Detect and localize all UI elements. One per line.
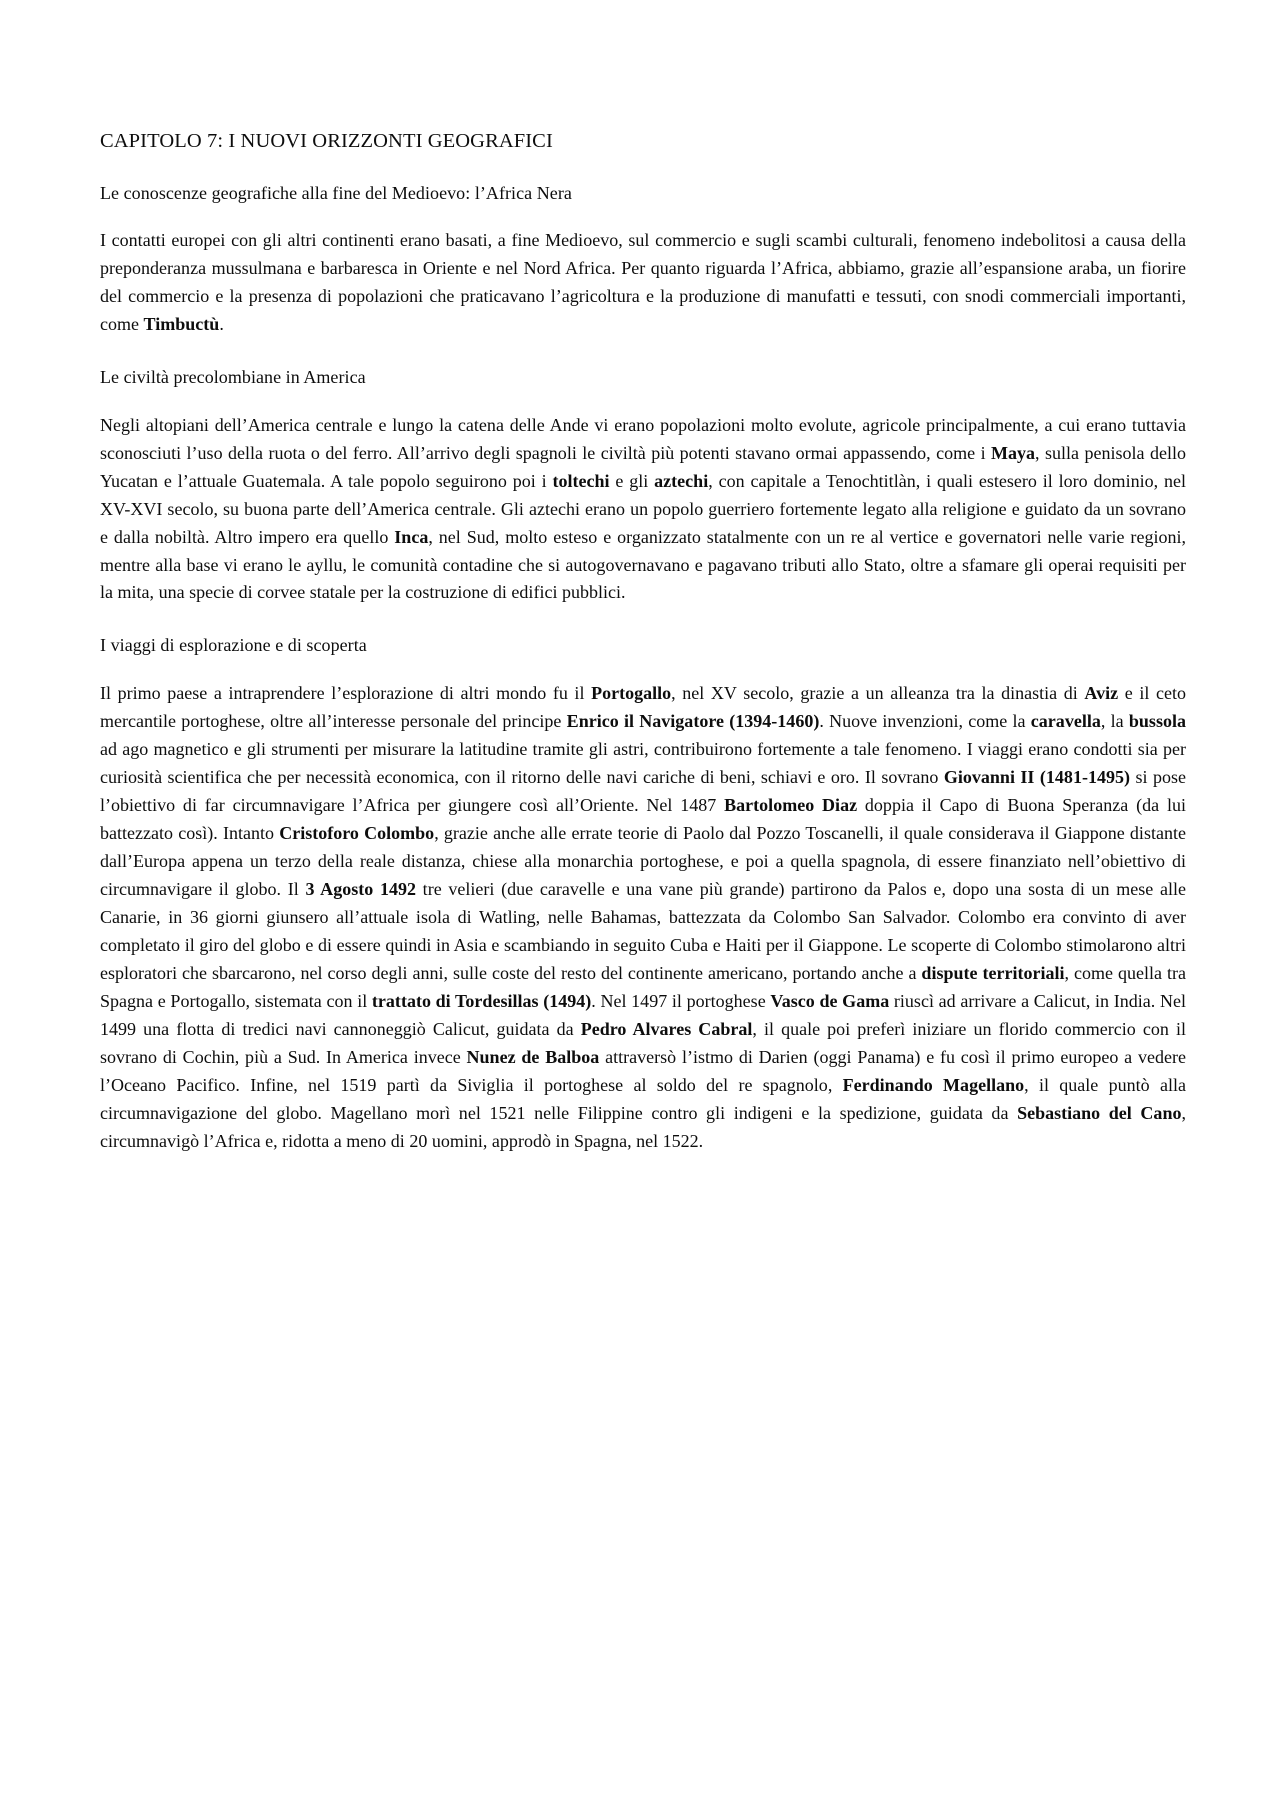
text-run: . Nel 1497 il portoghese	[591, 990, 771, 1011]
text-run: Negli altopiani dell’America centrale e lungo la catena delle Ande vi erano popolazioni molto evolute, agricole principalmente, a cui erano tuttavia sconosciuti l’uso della ruota o del ferro. All’arrivo degli spagnoli le civiltà più potenti stavano ormai appassendo, come i	[100, 414, 1186, 463]
emphasis-term: Pedro Alvares Cabral	[580, 1018, 753, 1039]
emphasis-term: trattato di Tordesillas (1494)	[371, 990, 592, 1011]
text-run: ad ago magnetico e gli strumenti per misurare la latitudine tramite gli astri, contribuirono fortemente a tale fenomeno. I viaggi erano condotti sia per curiosità scientifica che per necessità economica, con il ritorno delle navi cariche di beni, schiavi e oro. Il sovrano	[100, 738, 1186, 787]
emphasis-term: Cristoforo Colombo	[279, 822, 435, 843]
emphasis-term: Maya	[991, 442, 1036, 463]
emphasis-term: Giovanni II (1481-1495)	[943, 766, 1130, 787]
text-run: riuscì ad arrivare a Calicut, in India. Nel 1499 una flotta di tredici navi cannoneggiò Calicut, guidata da	[100, 990, 1186, 1039]
text-run: I contatti europei con gli altri continenti erano basati, a fine Medioevo, sul commercio e sugli scambi culturali, fenomeno indebolitosi a causa della preponderanza mussulmana e barbaresca in Oriente e nel Nord Africa. Per quanto riguarda l’Africa, abbiamo, grazie all’espansione araba, un fiorire del commercio e la presenza di popolazioni che praticavano l’agricoltura e la produzione di manufatti e tessuti, con snodi commerciali importanti, come	[100, 230, 1186, 335]
text-run: e gli	[609, 470, 655, 491]
text-run: , grazie anche alle errate teorie di Paolo dal Pozzo Toscanelli, il quale considerava il Giappone distante dall’Europa appena un terzo della reale distanza, chiese alla monarchia portoghese, e poi a quella spagnola, di essere finanziato nell’obiettivo di circumnavigare il globo. Il	[100, 822, 1186, 899]
text-run: , con capitale a Tenochtitlàn, i quali estesero il loro dominio, nel XV-XVI secolo, su buona parte dell’America centrale. Gli aztechi erano un popolo guerriero fortemente legato alla religione e guidato da un sovrano e dalla nobiltà. Altro impero era quello	[100, 470, 1186, 547]
text-run: si pose l’obiettivo di far circumnavigare l’Africa per giungere così all’Oriente. Nel 1487	[100, 766, 1186, 815]
section-heading-3: I viaggi di esplorazione e di scoperta	[100, 635, 367, 656]
emphasis-term: Aviz	[1084, 682, 1119, 703]
section-paragraph-2	[100, 412, 1186, 608]
section-paragraph-1	[100, 227, 1186, 339]
section-heading-1: Le conoscenze geografiche alla fine del Medioevo: l’Africa Nera	[100, 183, 572, 204]
text-run: , il quale poi preferì iniziare un florido commercio con il sovrano di Cochin, più a Sud. In America invece	[100, 1018, 1187, 1067]
emphasis-term: dispute territoriali	[921, 962, 1065, 983]
text-run: , nel Sud, molto esteso e organizzato statalmente con un re al vertice e governatori nelle varie regioni, mentre alla base vi erano le ayllu, le comunità contadine che si autogovernavano e pagavano tributi allo Stato, oltre a sfamare gli operai requisiti per la mita, una specie di corvee statale per la costruzione di edifici pubblici.	[100, 526, 1186, 603]
section-heading-2: Le civiltà precolombiane in America	[100, 367, 366, 388]
emphasis-term: Ferdinando Magellano	[842, 1074, 1025, 1095]
emphasis-term: Nunez de Balboa	[466, 1046, 600, 1067]
text-run: Il primo paese a intraprendere l’esplorazione di altri mondo fu il	[100, 682, 592, 703]
text-run: .	[219, 314, 224, 335]
emphasis-term: Enrico il Navigatore (1394-1460)	[566, 710, 820, 731]
emphasis-term: Vasco de Gama	[770, 990, 890, 1011]
emphasis-term: Bartolomeo Diaz	[724, 794, 858, 815]
emphasis-term: aztechi	[654, 470, 709, 491]
text-run: , circumnavigò l’Africa e, ridotta a meno di 20 uomini, approdò in Spagna, nel 1522.	[100, 1102, 1186, 1151]
text-run: , il quale puntò alla circumnavigazione del globo. Magellano morì nel 1521 nelle Filippine contro gli indigeni e la spedizione, guidata da	[100, 1074, 1186, 1123]
emphasis-term: Timbuctù	[143, 314, 220, 335]
text-run: , la	[1100, 710, 1129, 731]
emphasis-term: caravella	[1030, 710, 1101, 731]
text-run: . Nuove invenzioni, come la	[819, 710, 1031, 731]
text-run: tre velieri (due caravelle e una vane più grande) partirono da Palos e, dopo una sosta di un mese alle Canarie, in 36 giorni giunsero all’attuale isola di Watling, nelle Bahamas, battezzata da Colombo San Salvador. Colombo era convinto di aver completato il giro del globo e di essere quindi in Asia e scambiando in seguito Cuba e Haiti per il Giappone. Le scoperte di Colombo stimolarono altri esploratori che sbarcarono, nel corso degli anni, sulle coste del resto del continente americano, portando anche a	[100, 878, 1186, 983]
emphasis-term: toltechi	[552, 470, 610, 491]
emphasis-term: Inca	[394, 526, 429, 547]
section-paragraph-3	[100, 680, 1186, 1156]
emphasis-term: bussola	[1128, 710, 1186, 731]
emphasis-term: Portogallo	[591, 682, 672, 703]
text-run: , sulla penisola dello Yucatan e l’attuale Guatemala. A tale popolo seguirono poi i	[100, 442, 1186, 491]
text-run: attraversò l’istmo di Darien (oggi Panama) e fu così il primo europeo a vedere l’Oceano Pacifico. Infine, nel 1519 partì da Siviglia il portoghese al soldo del re spagnolo,	[100, 1046, 1186, 1095]
text-run: , come quella tra Spagna e Portogallo, sistemata con il	[100, 962, 1186, 1011]
emphasis-term: 3 Agosto 1492	[305, 878, 416, 899]
emphasis-term: Sebastiano del Cano	[1017, 1102, 1182, 1123]
document-body	[100, 128, 1186, 1156]
page-title: CAPITOLO 7: I NUOVI ORIZZONTI GEOGRAFICI	[100, 130, 553, 152]
text-run: doppia il Capo di Buona Speranza (da lui battezzato così). Intanto	[100, 794, 1186, 843]
text-run: , nel XV secolo, grazie a un alleanza tra la dinastia di	[671, 682, 1085, 703]
text-run: e il ceto mercantile portoghese, oltre all’interesse personale del principe	[100, 682, 1186, 731]
